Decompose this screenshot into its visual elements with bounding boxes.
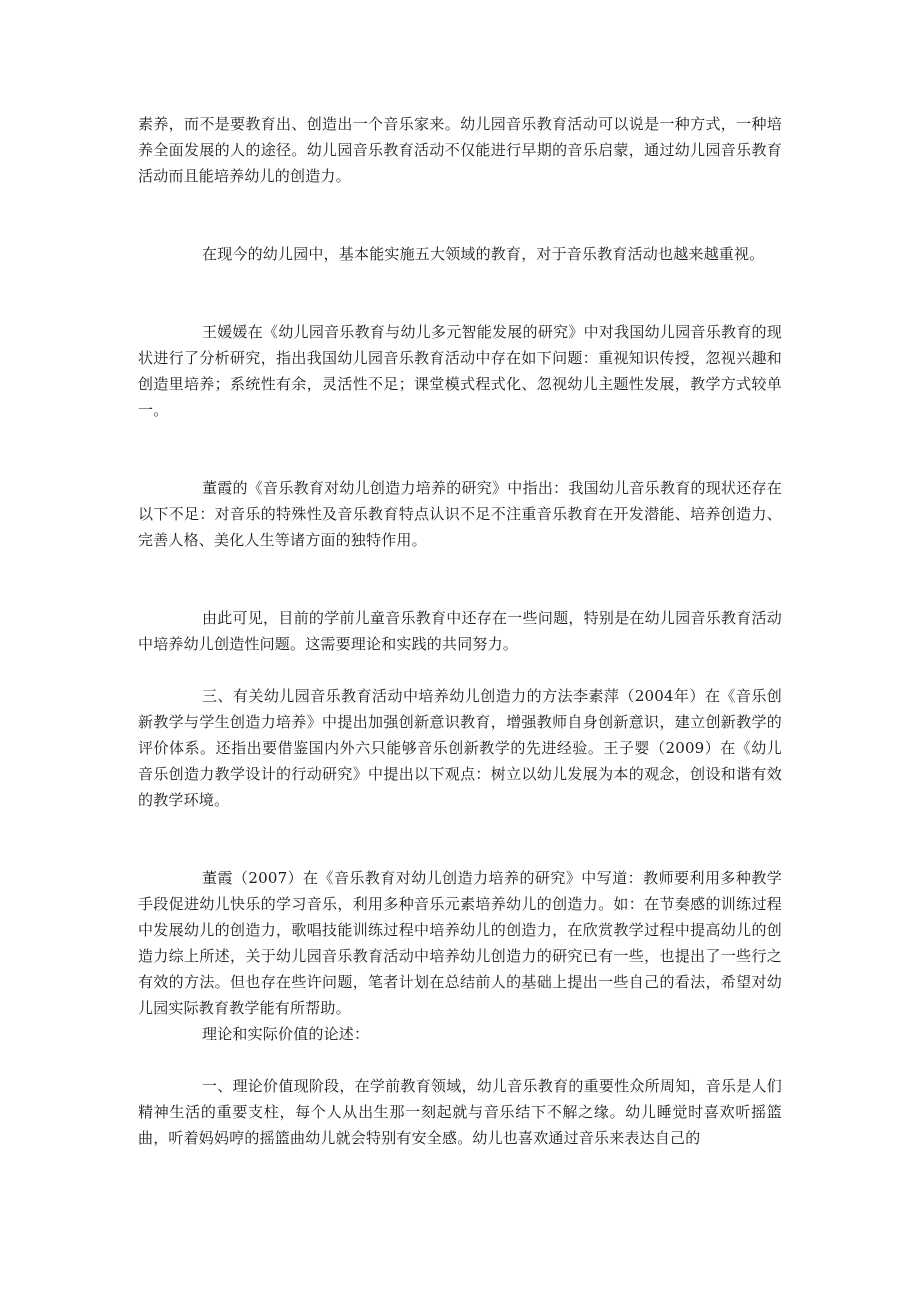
section-heading: 理论和实际价值的论述： [202,1025,370,1043]
paragraph-4: 董霞的《音乐教育对幼儿创造力培养的研究》中指出：我国幼儿音乐教育的现状还存在以下不足：对音乐的特殊性及音乐教育特点认识不足不注重音乐教育在开发潜能、培养创造力、完善人格、美化人生等诸方面的独特作用。 [138,479,782,549]
paragraph-6: 三、有关幼儿园音乐教育活动中培养幼儿创造力的方法李素萍（2004年）在《音乐创新教学与学生创造力培养》中提出加强创新意识教育，增强教师自身创新意识，建立创新教学的评价体系。还指出要借鉴国内外六只能够音乐创新教学的先进经验。王子婴（2009）在《幼儿音乐创造力教学设计的行动研究》中提出以下观点：树立以幼儿发展为本的观念，创设和谐有效的教学环境。 [138,687,782,809]
paragraph-7: 董霞（2007）在《音乐教育对幼儿创造力培养的研究》中写道：教师要利用多种教学手段促进幼儿快乐的学习音乐，利用多种音乐元素培养幼儿的创造力。如：在节奏感的训练过程中发展幼儿的创造力，歌唱技能训练过程中培养幼儿的创造力，在欣赏教学过程中提高幼儿的创造力综上所述，关于幼儿园音乐教育活动中培养幼儿创造力的研究已有一些，也提出了一些行之有效的方法。但也存在些许问题，笔者计划在总结前人的基础上提出一些自己的看法，希望对幼儿园实际教育教学能有所帮助。 [138,869,782,1017]
paragraph-5: 由此可见，目前的学前儿童音乐教育中还存在一些问题，特别是在幼儿园音乐教育活动中培养幼儿创造性问题。这需要理论和实践的共同努力。 [138,609,782,653]
paragraph-3: 王媛媛在《幼儿园音乐教育与幼儿多元智能发展的研究》中对我国幼儿园音乐教育的现状进行了分析研究，指出我国幼儿园音乐教育活动中存在如下问题：重视知识传授，忽视兴趣和创造里培养；系统性有余，灵活性不足；课堂模式程式化、忽视幼儿主题性发展，教学方式较单一。 [138,323,782,419]
paragraph-2: 在现今的幼儿园中，基本能实施五大领域的教育，对于音乐教育活动也越来越重视。 [202,245,765,263]
paragraph-1: 素养，而不是要教育出、创造出一个音乐家来。幼儿园音乐教育活动可以说是一种方式，一种培养全面发展的人的途径。幼儿园音乐教育活动不仅能进行早期的音乐启蒙，通过幼儿园音乐教育活动而且能培养幼儿的创造力。 [138,115,782,185]
paragraph-8: 一、理论价值现阶段，在学前教育领域，幼儿音乐教育的重要性众所周知，音乐是人们精神生活的重要支柱，每个人从出生那一刻起就与音乐结下不解之缘。幼儿睡觉时喜欢听摇篮曲，听着妈妈哼的摇篮曲幼儿就会特别有安全感。幼儿也喜欢通过音乐来表达自己的 [138,1077,782,1147]
